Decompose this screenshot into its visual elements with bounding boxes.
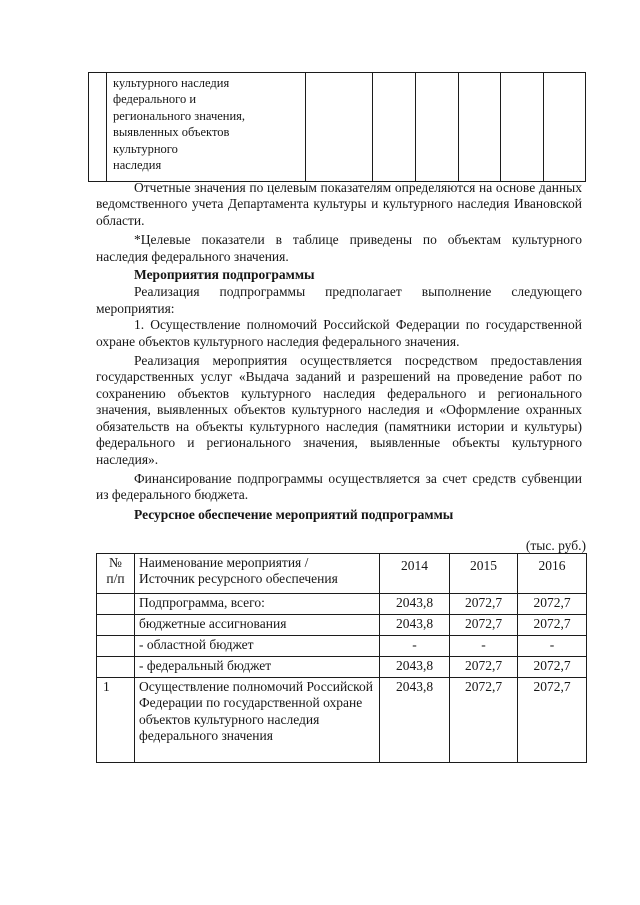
row-value: 2072,7: [518, 657, 587, 678]
table-cell: [373, 73, 416, 182]
row-name: - областной бюджет: [135, 636, 380, 657]
row-value: 2072,7: [450, 594, 518, 615]
row-value: 2072,7: [518, 594, 587, 615]
table-row: [97, 594, 587, 615]
table-row: [97, 678, 587, 763]
row-name: Осуществление полномочий Российской Федерации по государственной охране объектов культурного наследия федерального значения: [135, 678, 380, 763]
row-name: Подпрограмма, всего:: [135, 594, 380, 615]
row-number: [97, 615, 135, 636]
document-body: [96, 180, 582, 523]
table-cell: [459, 73, 501, 182]
indicator-description: культурного наследия федерального и регионального значения, выявленных объектов культурного наследия: [107, 73, 306, 182]
indicators-table-fragment: [88, 72, 586, 182]
row-value: 2072,7: [518, 615, 587, 636]
table-row: [97, 615, 587, 636]
table-cell: [306, 73, 373, 182]
paragraph-services: Реализация мероприятия осуществляется посредством предоставления государственных услуг «Выдача заданий и разрешений на проведение работ по сохранению объектов культурного наследия федерального и регионального значения, выявленных объектов культурного наследия и «Оформление охранных обязательств на объекты культурного наследия (памятники истории и культуры) федерального и регионального значения, выявленные объекты культурного наследия».: [96, 353, 582, 467]
heading-measures: Мероприятия подпрограммы: [134, 267, 315, 283]
row-value: 2043,8: [380, 657, 450, 678]
table-row: [89, 73, 586, 182]
table-header-row: [97, 554, 587, 594]
table-cell: [89, 73, 107, 182]
paragraph-footnote: *Целевые показатели в таблице приведены по объектам культурного наследия федерального значения.: [96, 232, 582, 264]
column-header-year: 2015: [450, 554, 518, 594]
row-value: -: [518, 636, 587, 657]
row-value: 2072,7: [450, 678, 518, 763]
row-number: [97, 594, 135, 615]
paragraph-financing: Финансирование подпрограммы осуществляется за счет средств субвенции из федерального бюджета.: [96, 470, 582, 503]
table-row: [97, 657, 587, 678]
row-number: [97, 657, 135, 678]
paragraph-implementation: Реализация подпрограммы предполагает выполнение следующего мероприятия:: [96, 284, 582, 316]
row-name: - федеральный бюджет: [135, 657, 380, 678]
row-value: 2043,8: [380, 594, 450, 615]
row-value: -: [380, 636, 450, 657]
resource-table: [96, 553, 587, 763]
row-value: 2072,7: [450, 615, 518, 636]
row-value: 2072,7: [450, 657, 518, 678]
paragraph-measure-1: 1. Осуществление полномочий Российской Федерации по государственной охране объектов культурного наследия федерального значения.: [96, 317, 582, 349]
row-value: -: [450, 636, 518, 657]
row-number: [97, 636, 135, 657]
row-name: бюджетные ассигнования: [135, 615, 380, 636]
column-header-no: № п/п: [97, 554, 135, 594]
heading-resources: Ресурсное обеспечение мероприятий подпрограммы: [134, 506, 454, 522]
paragraph-reporting-values: Отчетные значения по целевым показателям определяются на основе данных ведомственного учета Департамента культуры и культурного наследия Ивановской области.: [96, 180, 582, 228]
row-value: 2072,7: [518, 678, 587, 763]
row-value: 2043,8: [380, 615, 450, 636]
table-cell: [501, 73, 544, 182]
row-number: 1: [97, 678, 135, 763]
table-cell: [416, 73, 459, 182]
table-cell: [544, 73, 586, 182]
column-header-year: 2016: [518, 554, 587, 594]
column-header-year: 2014: [380, 554, 450, 594]
units-label: (тыс. руб.): [525, 538, 586, 553]
table-row: [97, 636, 587, 657]
column-header-name: Наименование мероприятия / Источник ресурсного обеспечения: [135, 554, 380, 594]
row-value: 2043,8: [380, 678, 450, 763]
